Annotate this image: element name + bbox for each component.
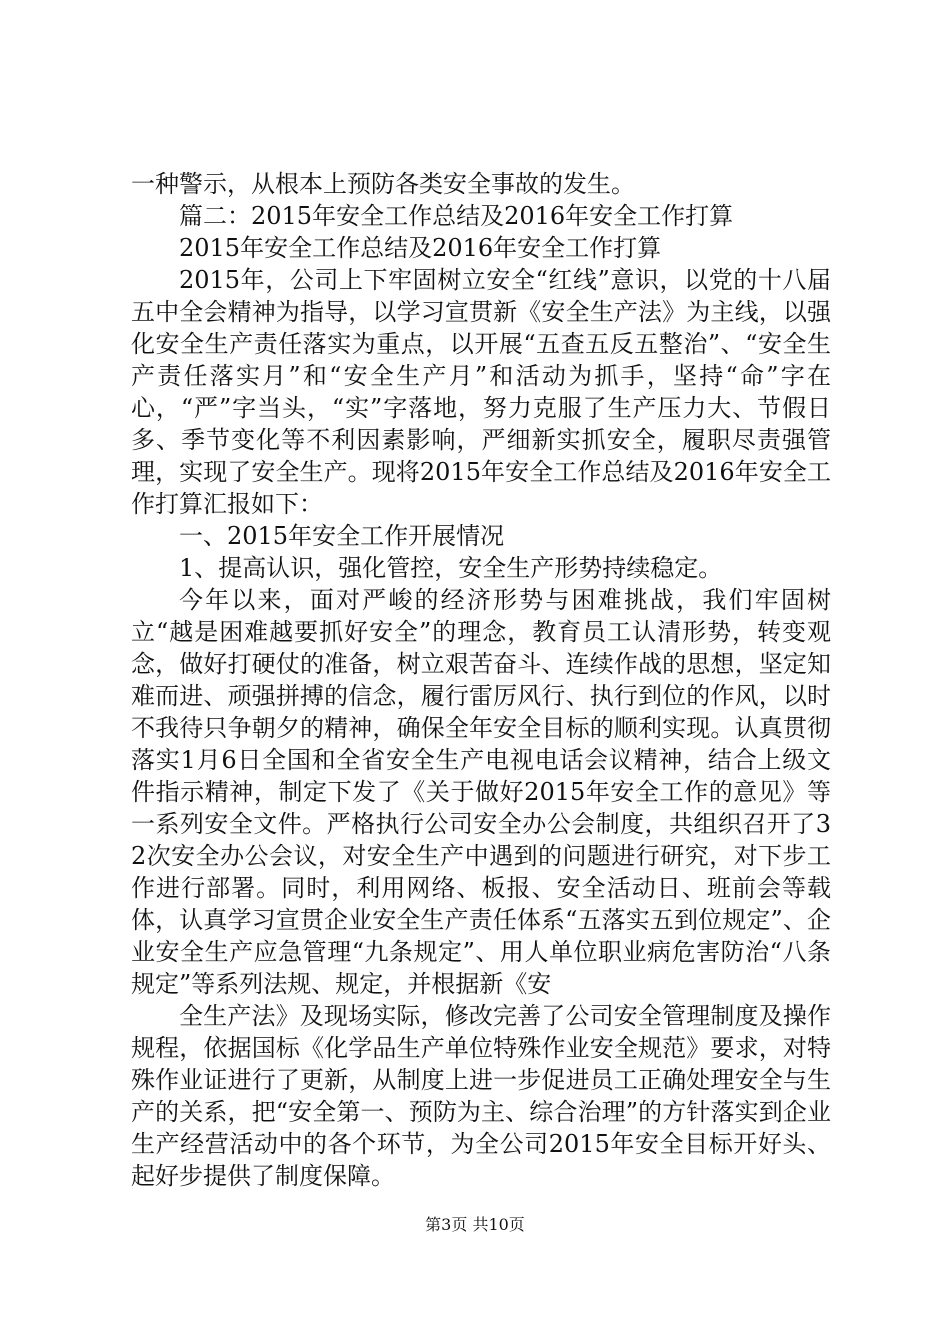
paragraph: 全生产法》及现场实际，修改完善了公司安全管理制度及操作规程，依据国标《化学品生产单位特殊作业安全规范》要求，对特殊作业证进行了更新，从制度上进一步促进员工正确处理安全与生产的关系，把“安全第一、预防为主、综合治理”的方针落实到企业生产经营活动中的各个环节，为全公司2015年安全目标开好头、起好步提供了制度保障。 <box>131 1002 831 1190</box>
paragraph: 2015年，公司上下牢固树立安全“红线”意识，以党的十八届五中全会精神为指导，以学习宣贯新《安全生产法》为主线，以强化安全生产责任落实为重点，以开展“五查五反五整治”、“安全生产责任落实月”和“安全生产月”和活动为抓手，坚持“命”字在心，“严”字当头，“实”字落地，努力克服了生产压力大、节假日多、季节变化等不利因素影响，严细新实抓安全，履职尽责强管理，实现了安全生产。现将2015年安全工作总结及2016年安全工作打算汇报如下： <box>131 266 831 518</box>
page-number-footer: 第3页 共10页 <box>425 1215 525 1234</box>
section-heading: 篇二：2015年安全工作总结及2016年安全工作打算 <box>179 202 734 230</box>
paragraph: 一种警示，从根本上预防各类安全事故的发生。 <box>131 170 635 198</box>
subsection-heading: 1、提高认识，强化管控，安全生产形势持续稳定。 <box>179 554 723 582</box>
section-heading: 一、2015年安全工作开展情况 <box>179 522 505 550</box>
document-body <box>131 168 831 1192</box>
document-title: 2015年安全工作总结及2016年安全工作打算 <box>179 234 662 262</box>
paragraph: 今年以来，面对严峻的经济形势与困难挑战，我们牢固树立“越是困难越要抓好安全”的理念，教育员工认清形势，转变观念，做好打硬仗的准备，树立艰苦奋斗、连续作战的思想，坚定知难而进、顽强拼搏的信念，履行雷厉风行、执行到位的作风，以时不我待只争朝夕的精神，确保全年安全目标的顺利实现。认真贯彻落实1月6日全国和全省安全生产电视电话会议精神，结合上级文件指示精神，制定下发了《关于做好2015年安全工作的意见》等一系列安全文件。严格执行公司安全办公会制度，共组织召开了32次安全办公会议，对安全生产中遇到的问题进行研究，对下步工作进行部署。同时，利用网络、板报、安全活动日、班前会等载体，认真学习宣贯企业安全生产责任体系“五落实五到位规定”、企业安全生产应急管理“九条规定”、用人单位职业病危害防治“八条规定”等系列法规、规定，并根据新《安 <box>131 586 831 998</box>
